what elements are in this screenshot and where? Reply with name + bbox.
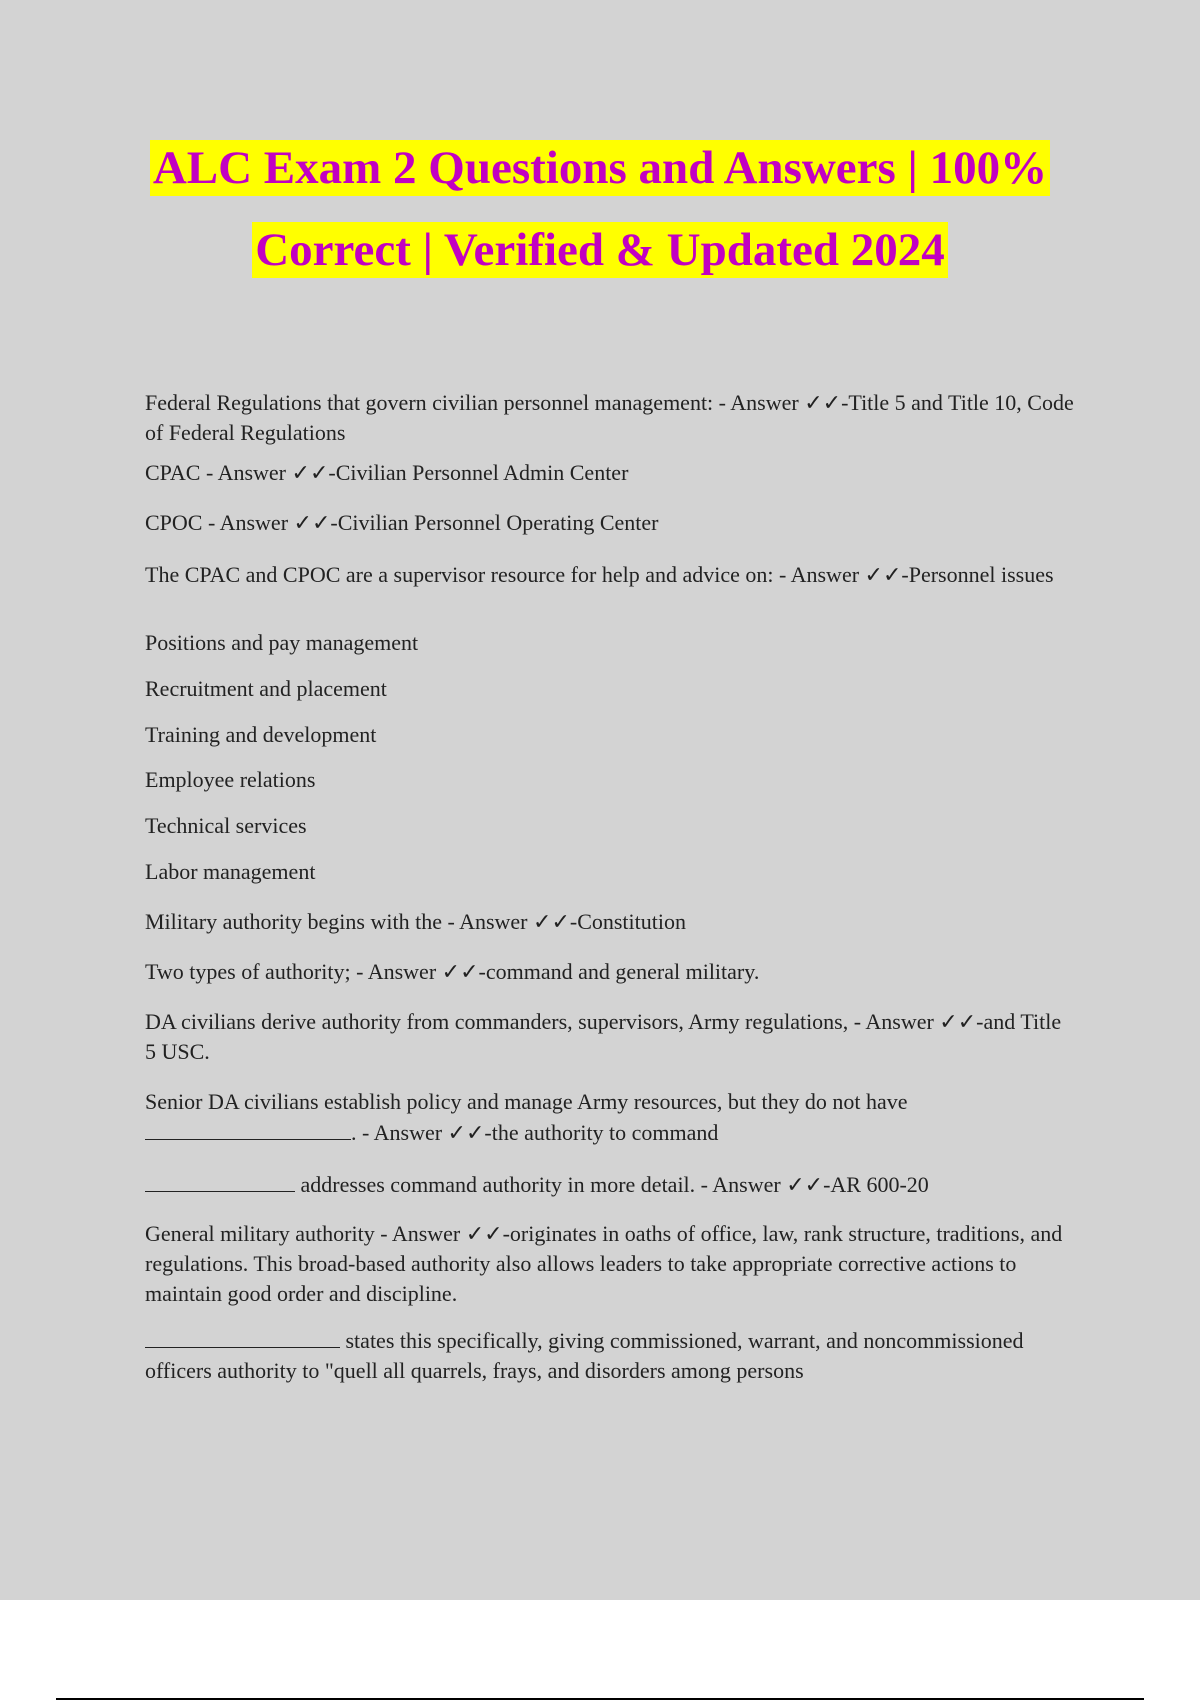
qa-item: CPAC - Answer ✓✓-Civilian Personnel Admin Center xyxy=(145,460,629,485)
list-item: Training and development xyxy=(145,722,377,747)
title-line-2: Correct | Verified & Updated 2024 xyxy=(252,222,948,278)
qa-item: Federal Regulations that govern civilian personnel management: - Answer ✓✓-Title 5 and Title 10, Code of Federal Regulations xyxy=(145,390,1074,445)
answer-text: -the authority to command xyxy=(484,1120,719,1145)
answer-marker: Answer ✓✓ xyxy=(865,1009,977,1034)
qa-item: Two types of authority; - Answer ✓✓-command and general military. xyxy=(145,959,760,984)
answer-marker: Answer ✓✓ xyxy=(373,1120,485,1145)
answer-text: -Personnel issues xyxy=(901,562,1054,587)
list-item: Recruitment and placement xyxy=(145,676,387,701)
answer-marker: Answer ✓✓ xyxy=(367,959,479,984)
list-item: Employee relations xyxy=(145,767,316,792)
list-item: Labor management xyxy=(145,859,316,884)
answer-marker: Answer ✓✓ xyxy=(219,510,331,535)
answer-text: -Civilian Personnel Operating Center xyxy=(330,510,659,535)
title-line-1: ALC Exam 2 Questions and Answers | 100% xyxy=(150,140,1050,196)
qa-item: states this specifically, giving commissioned, warrant, and noncommissioned officers authority to "quell all quarrels, frays, and disorders among persons xyxy=(145,1325,1095,1385)
list-item: Technical services xyxy=(145,813,307,838)
answer-marker: Answer ✓✓ xyxy=(459,909,570,934)
document-title xyxy=(0,140,1200,278)
answer-marker: Answer ✓✓ xyxy=(217,460,329,485)
qa-item: General military authority - Answer ✓✓-originates in oaths of office, law, rank structure, traditions, and regulations. This broad-based authority also allows leaders to take appropriate corrective actions to maintain good order and discipline. xyxy=(145,1221,1063,1306)
answer-marker: Answer ✓✓ xyxy=(730,390,842,415)
page-footer xyxy=(0,1600,1200,1700)
answer-text: -Title 5 and Title 10, Code of Federal Regulations xyxy=(145,390,1074,445)
answer-text: -and Title 5 USC. xyxy=(145,1009,1062,1064)
list-item: Positions and pay management xyxy=(145,630,419,655)
qa-item: Military authority begins with the - Answer ✓✓-Constitution xyxy=(145,909,686,934)
fill-in-blank xyxy=(145,1169,295,1192)
qa-list xyxy=(145,388,1095,1385)
answer-marker: Answer ✓✓ xyxy=(391,1221,503,1246)
qa-item: CPOC - Answer ✓✓-Civilian Personnel Operating Center xyxy=(145,510,659,535)
qa-item: The CPAC and CPOC are a supervisor resource for help and advice on: - Answer ✓✓-Personnel issues xyxy=(145,562,1054,587)
answer-text: -Constitution xyxy=(569,909,686,934)
answer-text: -AR 600-20 xyxy=(823,1172,929,1197)
fill-in-blank xyxy=(145,1325,340,1348)
qa-item: DA civilians derive authority from commanders, supervisors, Army regulations, - Answer ✓✓-and Title 5 USC. xyxy=(145,1009,1062,1064)
qa-item: addresses command authority in more detail. - Answer ✓✓-AR 600-20 xyxy=(145,1169,1095,1199)
qa-item: Senior DA civilians establish policy and manage Army resources, but they do not have . - Answer ✓✓-the authority to command xyxy=(145,1089,908,1145)
answer-text: -Civilian Personnel Admin Center xyxy=(328,460,629,485)
answer-marker: Answer ✓✓ xyxy=(712,1172,824,1197)
answer-text: -originates in oaths of office, law, rank structure, traditions, and regulations. This broad-based authority also allows leaders to take appropriate corrective actions to maintain good order and discipline. xyxy=(145,1221,1063,1306)
answer-marker: Answer ✓✓ xyxy=(790,562,902,587)
answer-text: -command and general military. xyxy=(478,959,760,984)
fill-in-blank xyxy=(145,1117,351,1140)
